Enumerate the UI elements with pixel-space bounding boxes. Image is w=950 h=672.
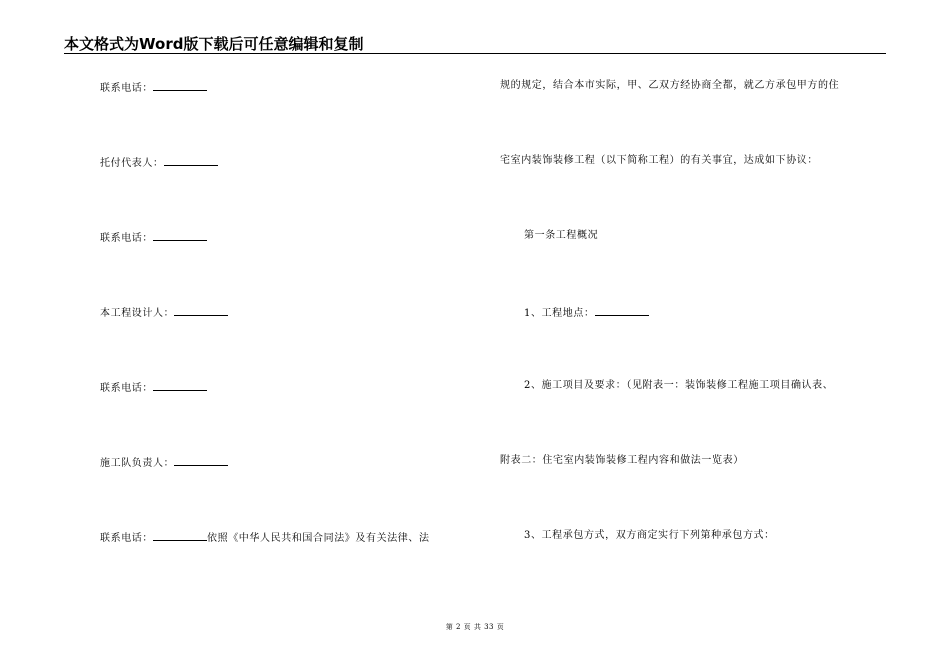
left-line-project-designer xyxy=(100,304,228,321)
fill-blank xyxy=(595,304,649,316)
left-line-contact-phone-2 xyxy=(100,229,207,246)
field-label: 联系电话： xyxy=(100,83,153,94)
document-header-title: 本文格式为Word版下载后可任意编辑和复制 xyxy=(64,35,364,53)
field-label: 托付代表人： xyxy=(100,158,164,169)
left-line-contact-phone-3 xyxy=(100,379,207,396)
fill-blank xyxy=(153,79,207,91)
fill-blank xyxy=(174,454,228,466)
section-heading-article-1: 第一条工程概况 xyxy=(524,230,599,241)
field-label: 联系电话： xyxy=(100,383,153,394)
field-label: 本工程设计人： xyxy=(100,308,175,319)
right-line-construction-items: 2、施工项目及要求：（见附表一：装饰装修工程施工项目确认表、 xyxy=(524,380,834,391)
fill-blank xyxy=(153,379,207,391)
left-line-construction-team-leader xyxy=(100,454,228,471)
fill-blank xyxy=(153,529,207,541)
left-line-contact-phone-4 xyxy=(100,529,430,546)
right-line-1: 规的规定，结合本市实际，甲、乙双方经协商全都，就乙方承包甲方的住 xyxy=(500,80,840,91)
right-line-project-location xyxy=(524,304,649,321)
field-label: 1、工程地点： xyxy=(524,308,595,319)
body-text: 依照《中华人民共和国合同法》及有关法律、法 xyxy=(207,533,430,544)
field-label: 联系电话： xyxy=(100,233,153,244)
fill-blank xyxy=(174,304,228,316)
right-line-appendix-2: 附表二：住宅室内装饰装修工程内容和做法一览表） xyxy=(500,455,744,466)
left-line-contact-phone-1 xyxy=(100,79,207,96)
fill-blank xyxy=(164,154,218,166)
field-label: 联系电话： xyxy=(100,533,153,544)
left-line-entrusted-representative xyxy=(100,154,218,171)
fill-blank xyxy=(153,229,207,241)
right-line-contracting-method: 3、工程承包方式，双方商定实行下列第种承包方式： xyxy=(524,530,775,541)
right-line-2: 宅室内装饰装修工程（以下简称工程）的有关事宜，达成如下协议： xyxy=(500,155,818,166)
field-label: 施工队负责人： xyxy=(100,458,175,469)
header-divider xyxy=(64,53,886,54)
page-number: 第 2 页 共 33 页 xyxy=(445,623,505,631)
